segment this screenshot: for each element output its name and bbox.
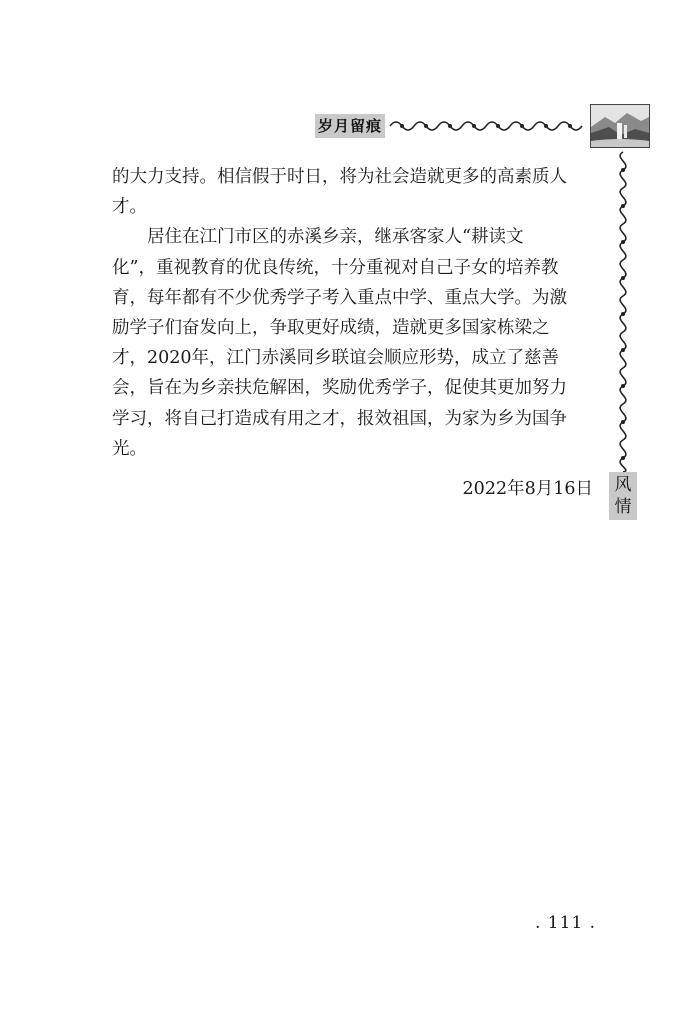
header-ornament-border — [388, 116, 588, 136]
text-line: 光。 — [112, 438, 147, 459]
text-line: 才。 — [112, 197, 147, 218]
text-line: 会，旨在为乡亲扶危解困，奖励优秀学子，促使其更加努力 — [112, 378, 567, 399]
text-line: 才，2020年，江门赤溪同乡联谊会顺应形势，成立了慈善 — [112, 348, 560, 369]
body-text — [112, 162, 602, 464]
side-ornament-border — [605, 150, 641, 474]
text-line: 化”，重视教育的优良传统，十分重视对自己子女的培养教 — [112, 257, 559, 278]
text-line: 居住在江门市区的赤溪乡亲，继承客家人“耕读文 — [112, 227, 524, 248]
text-line: 励学子们奋发向上，争取更好成绩，造就更多国家栋梁之 — [112, 318, 550, 339]
landscape-photo — [590, 104, 650, 148]
page-number: . 111 . — [535, 913, 597, 933]
text-line: 育，每年都有不少优秀学子考入重点中学、重点大学。为激 — [112, 287, 567, 308]
document-date: 2022年8月16日 — [462, 479, 593, 499]
text-line: 的大力支持。相信假于时日，将为社会造就更多的高素质人 — [112, 167, 567, 187]
side-section-label: 风情 — [609, 472, 637, 520]
text-line: 学习，将自己打造成有用之才，报效祖国，为家为乡为国争 — [112, 408, 567, 429]
section-title: 岁月留痕 — [315, 114, 385, 138]
